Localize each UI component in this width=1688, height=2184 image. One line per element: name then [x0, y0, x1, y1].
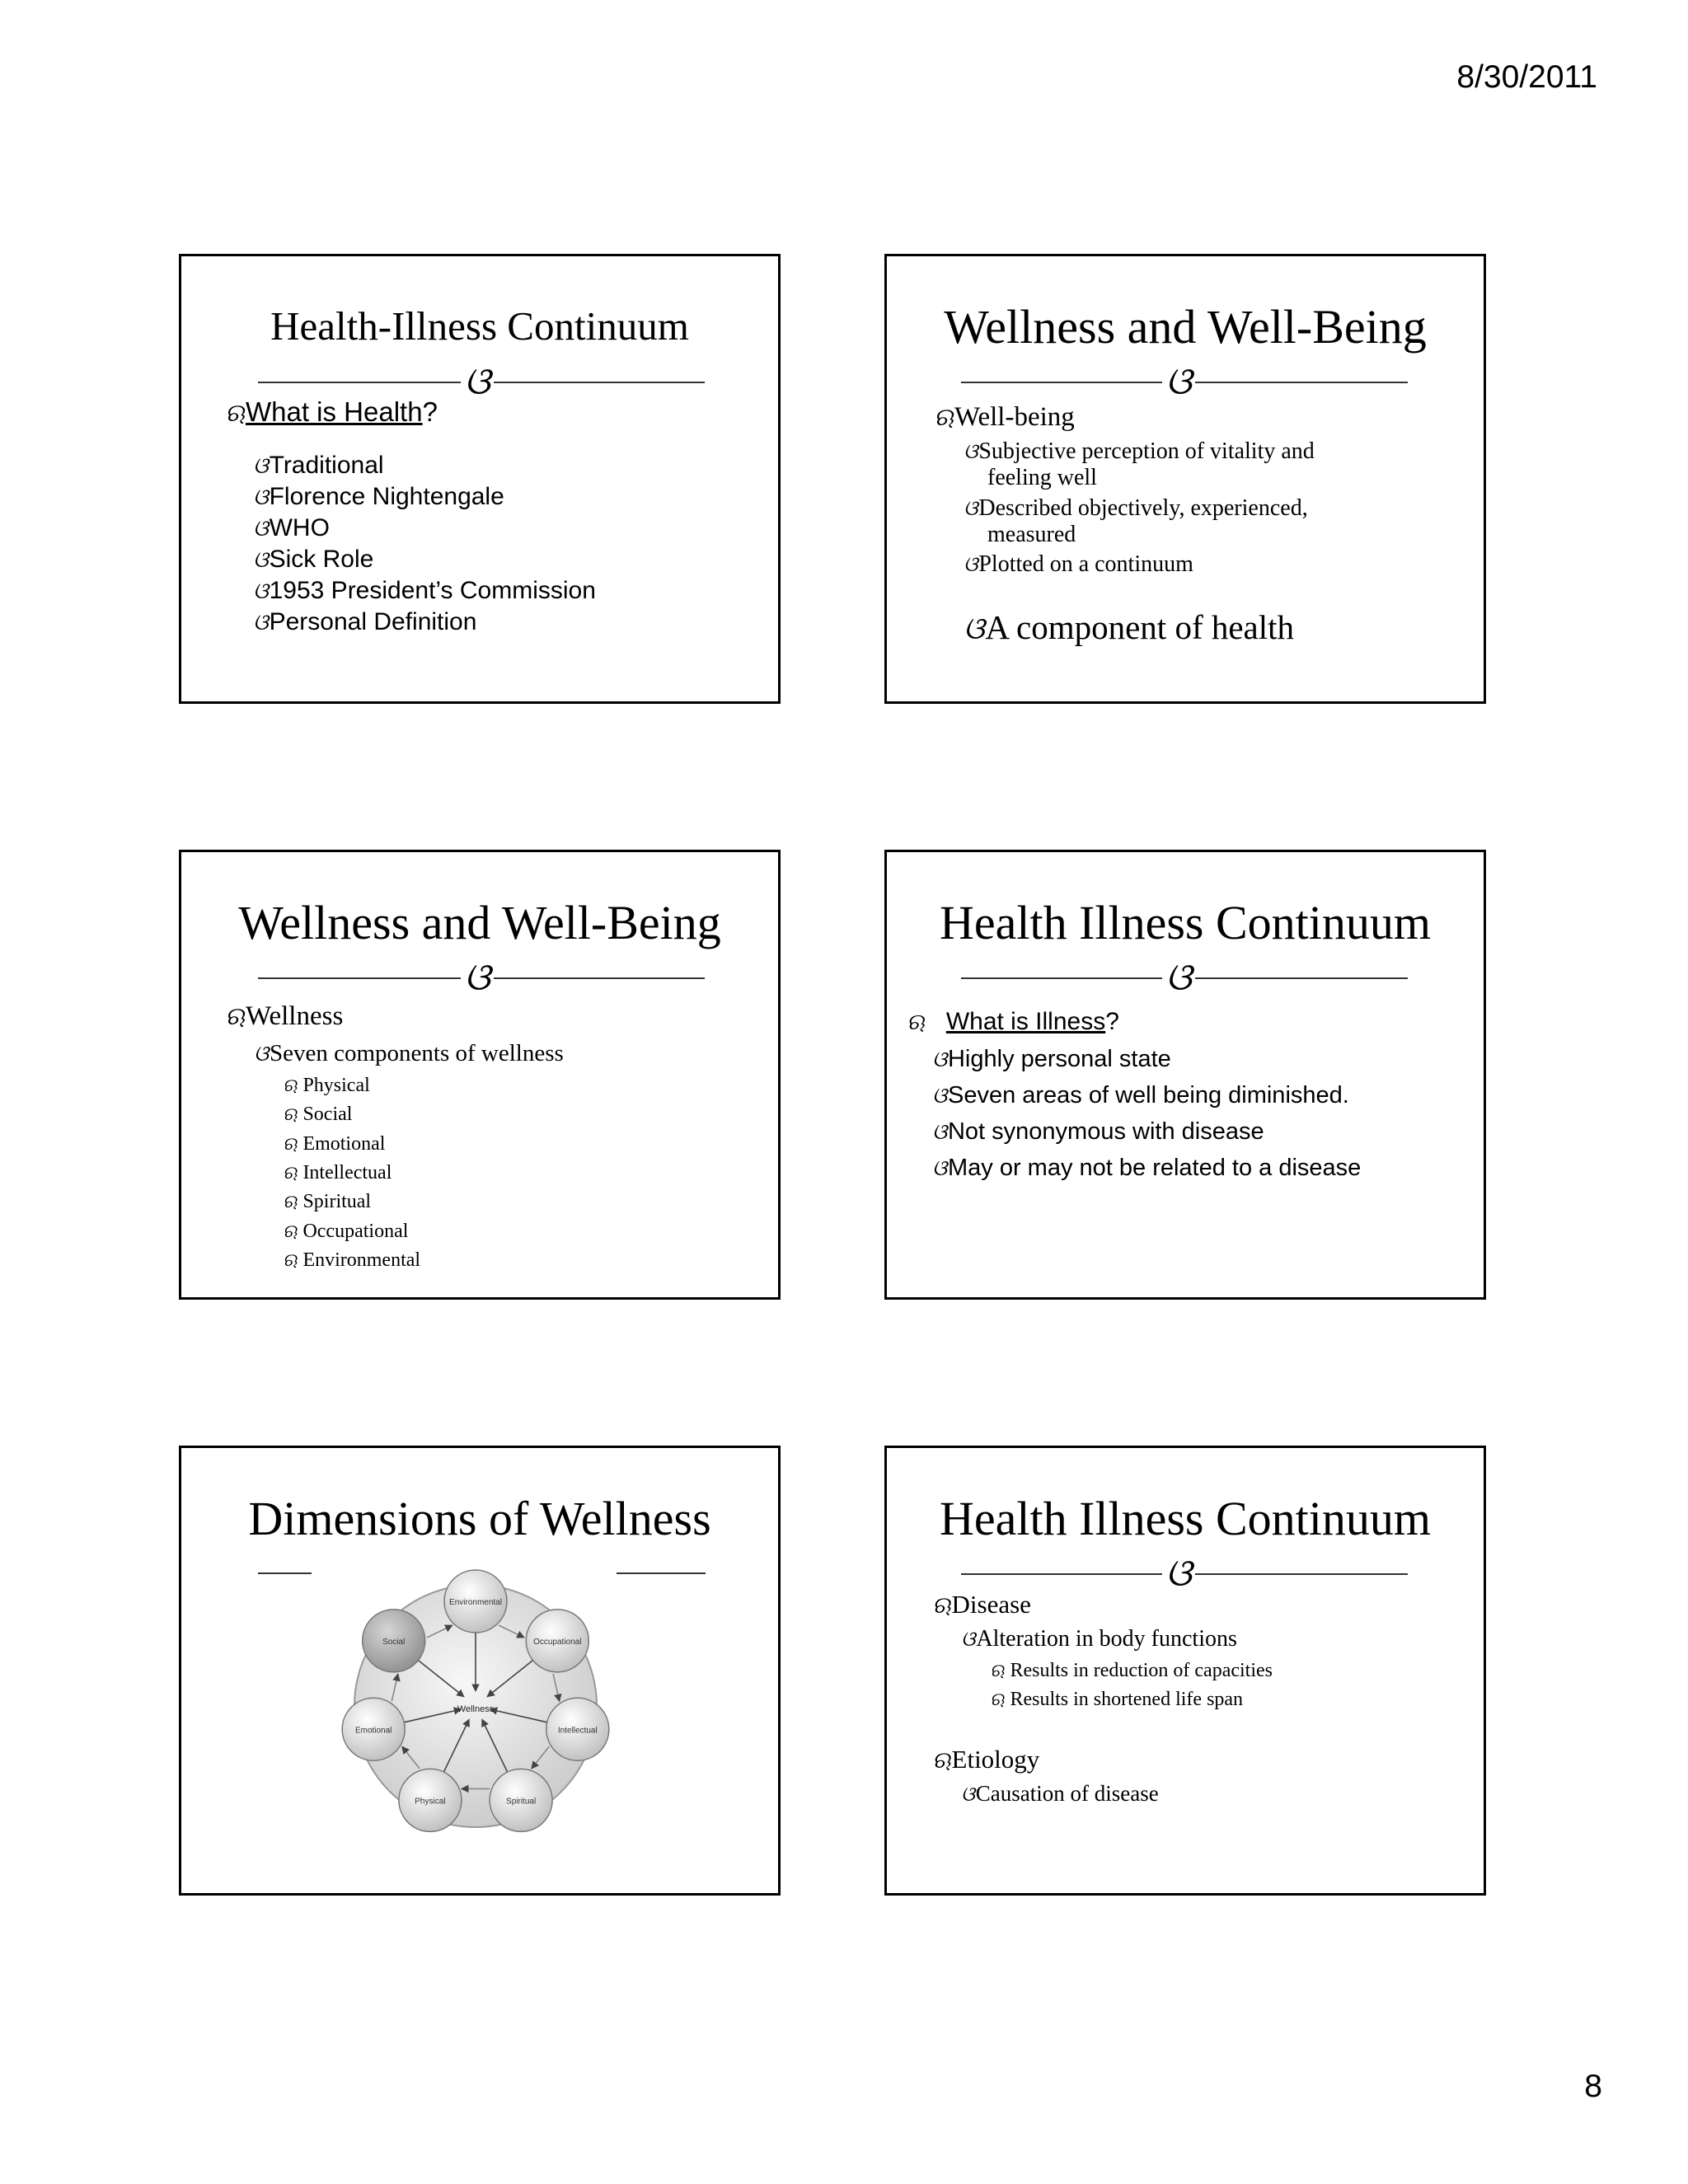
sub-bullet: ଓSeven components of wellness — [254, 1040, 564, 1066]
wellness-node-label: Physical — [415, 1797, 446, 1807]
slide-wellness-well-being — [884, 254, 1486, 704]
slide-title: Dimensions of Wellness — [248, 1492, 711, 1545]
slide-dimensions-of-wellness — [179, 1446, 781, 1896]
bullet-icon: ଋ — [932, 1591, 951, 1619]
bullet-icon: ଓ — [253, 610, 269, 635]
wellness-node-label: Occupational — [533, 1637, 582, 1647]
bullet-icon: ଓ — [964, 552, 978, 576]
list-item: ଋ Physical — [283, 1075, 370, 1096]
bullet-icon: ଓ — [961, 1627, 976, 1651]
bullet-icon: ଋ — [225, 399, 245, 428]
what-is-health-link[interactable]: What is Health — [245, 396, 423, 427]
bullet-icon: ଋ — [932, 1746, 951, 1774]
sub-bullet: ଓAlteration in body functions — [961, 1626, 1237, 1652]
bullet-icon: ଋ — [283, 1104, 298, 1125]
list-item: ଓPlotted on a continuum — [964, 551, 1193, 577]
list-item: ଓMay or may not be related to a disease — [932, 1155, 1362, 1181]
bullet-icon: ଓ — [253, 453, 269, 479]
bullet-icon: ଓ — [253, 485, 269, 510]
bullet-icon: ଋ — [225, 1002, 245, 1031]
bullet-icon: ଓ — [932, 1120, 947, 1145]
ornament-icon: ଓ — [1162, 362, 1195, 400]
slide-health-illness-continuum-disease — [884, 1446, 1486, 1896]
list-item: ଋ Results in reduction of capacities — [990, 1660, 1273, 1681]
page-number: 8 — [1584, 2069, 1602, 2104]
bullet-icon: ଋ — [283, 1076, 298, 1096]
list-item: ଓSubjective perception of vitality and feeling well — [964, 438, 1315, 490]
wellness-node-label: Environmental — [449, 1598, 502, 1607]
bullet-icon: ଓ — [253, 516, 269, 541]
bullet-icon: ଋ — [907, 1010, 925, 1035]
list-item: ଋ Spiritual — [283, 1191, 372, 1212]
slide-title: Health-Illness Continuum — [270, 303, 689, 349]
list-item: ଓHighly personal state — [932, 1046, 1171, 1072]
list-item: ଓSeven areas of well being diminished. — [932, 1082, 1349, 1108]
lead-bullet-disease: ଋDisease — [932, 1590, 1031, 1619]
list-item: ଓNot synonymous with disease — [932, 1118, 1264, 1145]
list-item: ଓ1953 President’s Commission — [253, 577, 596, 604]
slide-title: Wellness and Well-Being — [944, 300, 1427, 354]
bullet-icon: ଋ — [990, 1661, 1005, 1681]
list-item: ଋ Occupational — [283, 1221, 409, 1242]
slide-health-illness-continuum-illness — [884, 850, 1486, 1300]
lead-bullet-what-is-illness: ଋ What is Illness? — [907, 1008, 1119, 1035]
page-date: 8/30/2011 — [1456, 59, 1597, 95]
sub-bullet: ଓCausation of disease — [961, 1781, 1159, 1806]
bullet-icon: ଋ — [283, 1163, 298, 1183]
ornament-icon: ଓ — [461, 362, 494, 400]
lead-bullet-wellness: ଋWellness — [225, 1001, 344, 1031]
slide-title: Health Illness Continuum — [939, 896, 1432, 949]
bullet-icon: ଓ — [932, 1084, 947, 1108]
lead-bullet-well-being: ଋWell-being — [934, 402, 1075, 432]
bullet-icon: ଓ — [964, 496, 978, 520]
list-item: ଋ Environmental — [283, 1249, 421, 1271]
bullet-icon: ଋ — [283, 1250, 298, 1271]
wellness-node-label: Intellectual — [557, 1726, 598, 1736]
what-is-illness-link[interactable]: What is Illness — [945, 1008, 1106, 1035]
wellness-node-label: Emotional — [354, 1726, 392, 1736]
wellness-node-label: Social — [382, 1637, 406, 1647]
component-of-health: ଓA component of health — [964, 608, 1295, 646]
bullet-icon: ଋ — [990, 1690, 1005, 1710]
bullet-icon: ଋ — [283, 1134, 298, 1155]
list-item: ଋ Social — [283, 1104, 353, 1125]
bullet-icon: ଓ — [964, 439, 978, 463]
bullet-icon: ଓ — [961, 1782, 975, 1806]
list-item: ଓSick Role — [253, 546, 374, 573]
bullet-icon: ଋ — [934, 403, 954, 432]
list-item: ଋ Emotional — [283, 1133, 386, 1155]
lead-bullet-what-is-health: ଋWhat is Health? — [225, 396, 438, 428]
wellness-diagram — [301, 1559, 663, 1864]
slide-title: Health Illness Continuum — [939, 1492, 1432, 1545]
wellness-node-label: Spiritual — [506, 1797, 537, 1807]
list-item: ଓFlorence Nightengale — [253, 483, 504, 510]
bullet-icon: ଓ — [932, 1156, 947, 1181]
bullet-icon: ଋ — [283, 1192, 298, 1212]
list-item: ଋ Results in shortened life span — [990, 1689, 1244, 1710]
bullet-icon: ଓ — [253, 547, 269, 573]
bullet-icon: ଓ — [254, 1042, 269, 1066]
lead-bullet-etiology: ଋEtiology — [932, 1745, 1040, 1774]
list-item: ଓTraditional — [253, 452, 384, 479]
bullet-icon: ଓ — [964, 611, 985, 646]
ornament-icon: ଓ — [1162, 1554, 1195, 1591]
bullet-icon: ଋ — [283, 1221, 298, 1242]
bullet-icon: ଓ — [253, 579, 269, 604]
list-item: ଋ Intellectual — [283, 1162, 392, 1183]
slide-wellness-components — [179, 850, 781, 1300]
list-item: ଓDescribed objectively, experienced, measured — [964, 495, 1308, 547]
ornament-icon: ଓ — [461, 958, 494, 996]
ornament-icon: ଓ — [1162, 958, 1195, 996]
slide-health-illness-continuum — [179, 254, 781, 704]
list-item: ଓPersonal Definition — [253, 608, 477, 635]
wellness-center-label: Wellness — [457, 1704, 495, 1714]
slide-title: Wellness and Well-Being — [238, 896, 721, 949]
list-item: ଓWHO — [253, 514, 330, 541]
bullet-icon: ଓ — [932, 1047, 947, 1072]
